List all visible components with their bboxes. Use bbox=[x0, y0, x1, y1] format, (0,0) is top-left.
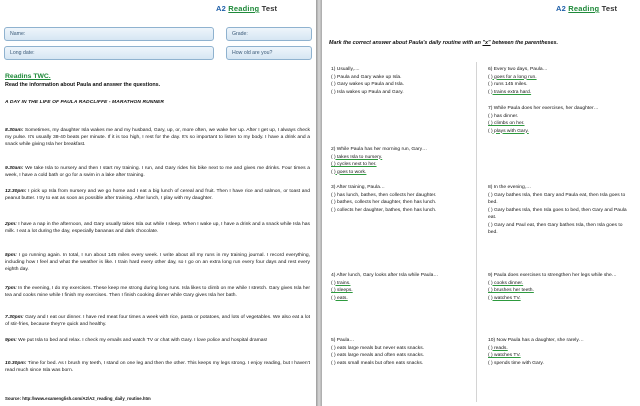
answer-option[interactable]: ( ) runs 145 miles. bbox=[488, 82, 528, 87]
question-8 bbox=[488, 184, 628, 237]
entry-1230: 12.30pm: I pick up Isla from nursery and we go home and I eat a big lunch of cereal and fruit. Then I have rice and salmon, or toast and peanut butter. I try to eat as soon as possible after training. After lunch, I play with my daughter. bbox=[5, 189, 310, 202]
entry-1700: 5pm: I go running again. In total, I run about 145 miles every week. I write about all my runs in my training journal. I record everything, including how I feel and what the weather is like. I train hard every other day, so I go on an extra long run every four days and rest every eighth day. bbox=[5, 253, 310, 273]
answer-option[interactable]: ( ) Gary and Paul eat, then Gary bathes Isla, then Isla goes to bed. bbox=[488, 222, 623, 235]
question-1 bbox=[331, 66, 471, 96]
worksheet-left-page bbox=[0, 0, 316, 406]
answer-option[interactable]: ( ) goes for a long run. bbox=[488, 74, 537, 80]
answer-option[interactable]: ( ) spends time with Gary. bbox=[488, 360, 544, 366]
entry-0830: 8.30am: Sometimes, my daughter Isla wakes me and my husband, Gary, up, or, more often, we wake her up. After I get up, I always check my pulse. It's usually 38-40 beats per minute. If it is too high, I rest for the day. It's so important to listen to my body. I have a drink and a snack while giving Isla her breakfast. bbox=[5, 128, 310, 148]
source-citation: Source: http://www.examenglish.com/A2/A2_reading_daily_routine.htm bbox=[5, 396, 151, 401]
question-4 bbox=[331, 272, 471, 302]
entry-2230: 10.30pm: Time for bed. As I brush my teeth, I stand on one leg and then the other. This keeps my legs strong. I enjoy reading, but I haven't read much since Isla was born. bbox=[5, 361, 310, 374]
answer-option[interactable]: ( ) Gary wakes up Paula and Isla. bbox=[331, 82, 404, 87]
name-field[interactable]: Name: bbox=[4, 27, 214, 41]
entry-0930: 9.30am: We take Isla to nursery and then I start my training. I run, and Gary rides his bike next to me and gives me drinks. Four times a week, I have a cold bath or go for a swim in a lake after training. bbox=[5, 166, 310, 179]
question-stem: 3) After training, Paula… bbox=[331, 185, 385, 190]
answer-option[interactable]: ( ) Isla wakes up Paula and Gary. bbox=[331, 89, 404, 95]
question-stem: 2) While Paula has her morning run, Gary… bbox=[331, 147, 428, 152]
question-5 bbox=[331, 337, 471, 367]
answer-option[interactable]: ( ) cycles next to her. bbox=[331, 162, 377, 167]
question-stem: 6) Every two days, Paula… bbox=[488, 67, 548, 72]
date-field[interactable]: Long date: bbox=[4, 46, 214, 60]
entry-1930: 7.30pm: Gary and I eat our dinner. I have red meat four times a week with rice, pasta or potatoes, and lots of vegetables. We also eat a lot of stir-fries, because they're quick and healthy. bbox=[5, 315, 310, 328]
question-stem: 4) After lunch, Gary looks after Isla while Paula… bbox=[331, 273, 439, 278]
question-9 bbox=[488, 272, 628, 302]
answer-option[interactable]: ( ) eats large meals but never eats snacks. bbox=[331, 345, 425, 351]
story-title: A DAY IN THE LIFE OF PAULA RADCLIFFE - MARATHON RUNNER bbox=[5, 100, 164, 105]
answer-option[interactable]: ( ) goes to work. bbox=[331, 169, 367, 175]
question-2 bbox=[331, 146, 471, 176]
worksheet-right-page bbox=[322, 0, 640, 406]
answer-option[interactable]: ( ) eats large meals and often eats snacks. bbox=[331, 353, 425, 358]
answer-option[interactable]: ( ) watches TV. bbox=[488, 353, 521, 358]
question-stem: 7) While Paula does her exercises, her daughter… bbox=[488, 106, 599, 111]
question-stem: 9) Paula does exercises to strengthen her legs while she… bbox=[488, 273, 617, 278]
grade-field[interactable]: Grade: bbox=[226, 27, 312, 41]
answer-option[interactable]: ( ) collects her daughter, bathes, then has lunch. bbox=[331, 207, 437, 213]
quiz-instruction: Mark the correct answer about Paula's daily routine with an "x" between the parentheses. bbox=[329, 40, 558, 46]
answer-option[interactable]: ( ) cooks dinner. bbox=[488, 280, 524, 286]
answer-option[interactable]: ( ) watches TV. bbox=[488, 295, 521, 301]
entry-2100: 9pm: We put Isla to bed and relax. I check my emails and watch TV or chat with Gary. I love police and hospital dramas! bbox=[5, 338, 268, 343]
answer-option[interactable]: ( ) brushes her teeth. bbox=[488, 288, 534, 293]
answer-option[interactable]: ( ) reads. bbox=[488, 345, 508, 351]
brand-logo: A2 Reading Test bbox=[216, 4, 278, 13]
question-stem: 8) In the evening,… bbox=[488, 185, 532, 190]
brand-logo-right: A2 Reading Test bbox=[556, 4, 618, 13]
answer-option[interactable]: ( ) bathes, collects her daughter, then has lunch. bbox=[331, 200, 437, 205]
answer-option[interactable]: ( ) eats. bbox=[331, 295, 348, 301]
question-column-left bbox=[327, 62, 477, 402]
answer-option[interactable]: ( ) plays with Gary. bbox=[488, 128, 529, 134]
answer-option[interactable]: ( ) Gary bathes Isla, then Gary and Paula eat, then Isla goes to bed. bbox=[488, 192, 626, 205]
entry-1400: 2pm: I have a nap in the afternoon, and Gary usually takes Isla out while I sleep. When I wake up, I have a drink and a snack while Isla has milk. I eat a lot during the day, especially bananas and dark chocolate. bbox=[5, 222, 310, 235]
question-stem: 1) Usually,.... bbox=[331, 67, 360, 72]
question-10 bbox=[488, 337, 628, 367]
answer-option[interactable]: ( ) has lunch, bathes, then collects her daughter. bbox=[331, 192, 437, 198]
answer-option[interactable]: ( ) trains extra hard. bbox=[488, 89, 532, 95]
section-title: Readins TWC. bbox=[5, 73, 51, 80]
answer-option[interactable]: ( ) sleeps. bbox=[331, 288, 353, 293]
reading-instruction: Read the information about Paula and answer the questions. bbox=[5, 82, 161, 88]
question-6 bbox=[488, 66, 628, 96]
question-stem: 10) Now Paula has a daughter, she rarely… bbox=[488, 338, 584, 343]
answer-option[interactable]: ( ) takes Isla to nursery. bbox=[331, 154, 383, 160]
age-field[interactable]: How old are you? bbox=[226, 46, 312, 60]
question-7 bbox=[488, 105, 628, 135]
entry-1900: 7pm: In the evening, I do my exercises. These keep me strong during long runs. Isla likes to climb on me while I stretch. Gary gives Isla her tea and cooks mine while I finish my exercises. Then I finish cooking dinner while Gary gives Isla her bath. bbox=[5, 286, 310, 299]
answer-option[interactable]: ( ) Paula and Gary wake up Isla. bbox=[331, 74, 402, 80]
answer-option[interactable]: ( ) has dinner. bbox=[488, 113, 519, 119]
answer-option[interactable]: ( ) eats small meals but often eats snacks. bbox=[331, 360, 424, 366]
answer-option[interactable]: ( ) trains. bbox=[331, 280, 351, 286]
answer-option[interactable]: ( ) Gary bathes Isla, then Isla goes to bed, then Gary and Paula eat. bbox=[488, 207, 627, 220]
question-3 bbox=[331, 184, 471, 214]
question-stem: 5) Paula… bbox=[331, 338, 355, 343]
answer-option[interactable]: ( ) climbs on her. bbox=[488, 121, 525, 126]
